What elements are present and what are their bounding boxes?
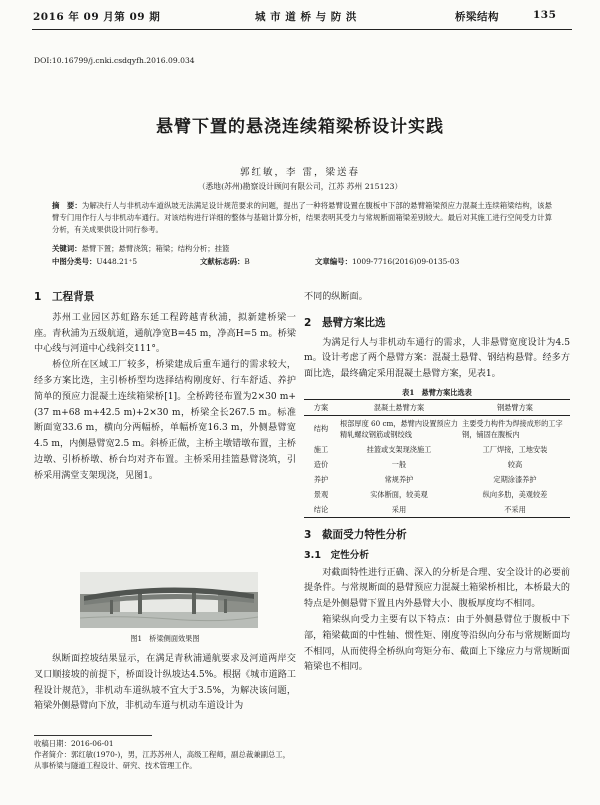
bridge-illustration (80, 572, 258, 628)
table-cell: 养护 (313, 474, 329, 484)
table-header-cell: 钢悬臂方案 (497, 402, 533, 412)
table-cell: 结构 (313, 424, 329, 434)
document-code: 文献标志码：B (200, 257, 250, 266)
continued-text: 不同的纵断面。 (304, 292, 368, 302)
abstract-label: 摘 要： (52, 201, 82, 210)
paragraph: 箱梁纵向受力主要有以下特点：由于外侧悬臂位于腹板中下部，箱梁截面的中性轴、惯性矩、刚度等沿纵向分布与常规断面均不相同，从而使得全桥纵向弯矩分布、截面上下缘应力与常规断面箱梁也不相同。 (304, 614, 570, 673)
paragraph: 苏州工业园区苏虹路东延工程跨越青秋浦，拟新建桥梁一座。青秋浦为五级航道，通航净宽B=45 m，净高H=5 m。桥梁中心线与河道中心线斜交111°。 (34, 312, 296, 355)
footnote (34, 738, 296, 772)
scheme-comparison-table (304, 399, 570, 518)
table-row (304, 472, 570, 487)
section-3-heading: 3 截面受力特性分析 (304, 528, 407, 541)
keywords-text: 悬臂下置；悬臂浇筑；箱梁；结构分析；挂篮 (81, 244, 230, 253)
footnote-rule (34, 735, 152, 736)
table-cell: 挂篮或支架现浇施工 (366, 444, 432, 454)
header-rule (32, 29, 572, 30)
table-cell: 常规养护 (384, 474, 414, 484)
section-label: 桥梁结构 (455, 11, 499, 23)
abstract-text: 为解决行人与非机动车道纵坡无法满足设计规范要求的问题，提出了一种将悬臂设置在腹板中下部的悬臂箱梁预应力混凝土连续箱梁结构，该悬臂专门用作行人与非机动车通行。对该结构进行详细的整体与基础计算分析，结果表明其受力与常规断面箱梁差别较大。最后对其施工进行空间受力计算分析，有关成果供设计同行参考。 (52, 201, 552, 234)
page-number: 135 (533, 9, 557, 21)
section-2-heading: 2 悬臂方案比选 (304, 316, 386, 329)
table-row (304, 415, 570, 442)
table-cell: 实体断面，较美观 (370, 489, 428, 499)
keywords (52, 243, 229, 254)
table-cell: 采用 (391, 504, 407, 514)
clc-number: 中图分类号：U448.21⁺5 (52, 257, 138, 266)
table-row (304, 502, 570, 518)
table-header-row (304, 399, 570, 415)
doi: DOI:10.16799/j.cnki.csdqyfh.2016.09.034 (34, 56, 195, 65)
right-column (304, 290, 570, 676)
table-cell: 纵向多肋，美观较差 (482, 489, 548, 499)
table-cell: 定期涂漆养护 (493, 474, 537, 484)
table-cell: 不采用 (504, 504, 526, 514)
abstract (52, 200, 552, 235)
table-header-cell: 混凝土悬臂方案 (373, 402, 425, 412)
table-cell: 施工 (313, 444, 329, 454)
table-row (304, 487, 570, 502)
table-cell: 主要受力构件为焊接成形的工字钢，铺固在腹板内 (462, 418, 563, 439)
keywords-label: 关键词： (52, 244, 82, 253)
table-cell: 根部厚度 60 cm，悬臂内设置预应力精轧螺纹钢筋或钢绞线 (340, 418, 458, 439)
article-number: 文章编号：1009-7716(2016)09-0135-03 (315, 257, 460, 266)
paragraph: 纵断面控坡结果显示，在满足青秋浦通航要求及河道两岸交叉口顺接坡的前提下，桥面设计纵坡达4.5%。根据《城市道路工程设计规范》，非机动车道纵坡不宜大于3.5%，为解决该问题，箱梁外侧悬臂向下放，非机动车道与机动车道设计为 (34, 654, 296, 712)
section-3-1-heading: 3.1 定性分析 (304, 549, 369, 561)
table-cell: 一般 (391, 459, 407, 469)
left-column (34, 290, 296, 485)
paper-title: 悬臂下置的悬浇连续箱梁桥设计实践 (156, 117, 444, 137)
issue-label: 2016 年 09 月第 09 期 (33, 11, 161, 23)
table-cell: 结论 (313, 504, 329, 514)
paragraph: 桥位所在区域工厂较多，桥梁建成后重车通行的需求较大，经多方案比选，主引桥桥型均选择结构刚度好、行车舒适、养护简单的预应力混凝土连续箱梁桥[1]。全桥跨径布置为2×30 m+(37 m+68 m+42.5 m)+2×30 m，桥梁全长267.5 m。标准断面宽33.6 m，横向分两幅桥，单幅桥宽16.3 m，外侧悬臂宽4.5 m，内侧悬臂宽2.5 m。斜桥正做，主桥主墩错墩布置，主桥边墩、引桥桥墩、桥台均对齐布置。主桥采用挂篮悬臂浇筑，引桥采用满堂支架现浇，见图1。 (34, 360, 296, 481)
table-header-cell: 方案 (313, 402, 329, 412)
table-row (304, 442, 570, 457)
table-1-caption: 表1 悬臂方案比选表 (402, 387, 472, 397)
journal-name: 城 市 道 桥 与 防 洪 (255, 11, 357, 23)
paragraph: 为满足行人与非机动车通行的需求，人非悬臂宽度设计为4.5 m。设计考虑了两个悬臂方案：混凝土悬臂、钢结构悬臂。经多方面比选，最终确定采用混凝土悬臂方案，见表1。 (304, 337, 570, 380)
table-cell: 较高 (507, 459, 523, 469)
table-cell: 造价 (313, 459, 329, 469)
received-date: 收稿日期：2016-06-01 (34, 739, 114, 748)
table-cell: 景观 (313, 489, 329, 499)
left-column-continued (34, 652, 296, 715)
authors: 郭红敏，李 雷，梁送春 (239, 167, 361, 178)
figure-1-caption: 图1 桥梁侧面效果图 (130, 634, 200, 643)
bridge-rendering-figure (80, 572, 258, 628)
table-row (304, 457, 570, 472)
table-cell: 工厂焊接，工地安装 (482, 444, 548, 454)
author-bio: 作者简介：郭红敏(1970-)，男，江苏苏州人，高级工程师，副总裁兼副总工，从事桥梁与隧道工程设计、研究、技术管理工作。 (34, 750, 291, 771)
affiliation: （悉地(苏州)勘察设计顾问有限公司，江苏 苏州 215123） (197, 182, 403, 191)
section-1-heading: 1 工程背景 (34, 291, 95, 303)
paragraph: 对截面特性进行正确、深入的分析是合理、安全设计的必要前提条件。与常规断面的悬臂预应力混凝土箱梁桥相比，本桥最大的特点是外侧悬臂下置且内外悬臂大小、腹板厚度均不相同。 (304, 567, 570, 610)
